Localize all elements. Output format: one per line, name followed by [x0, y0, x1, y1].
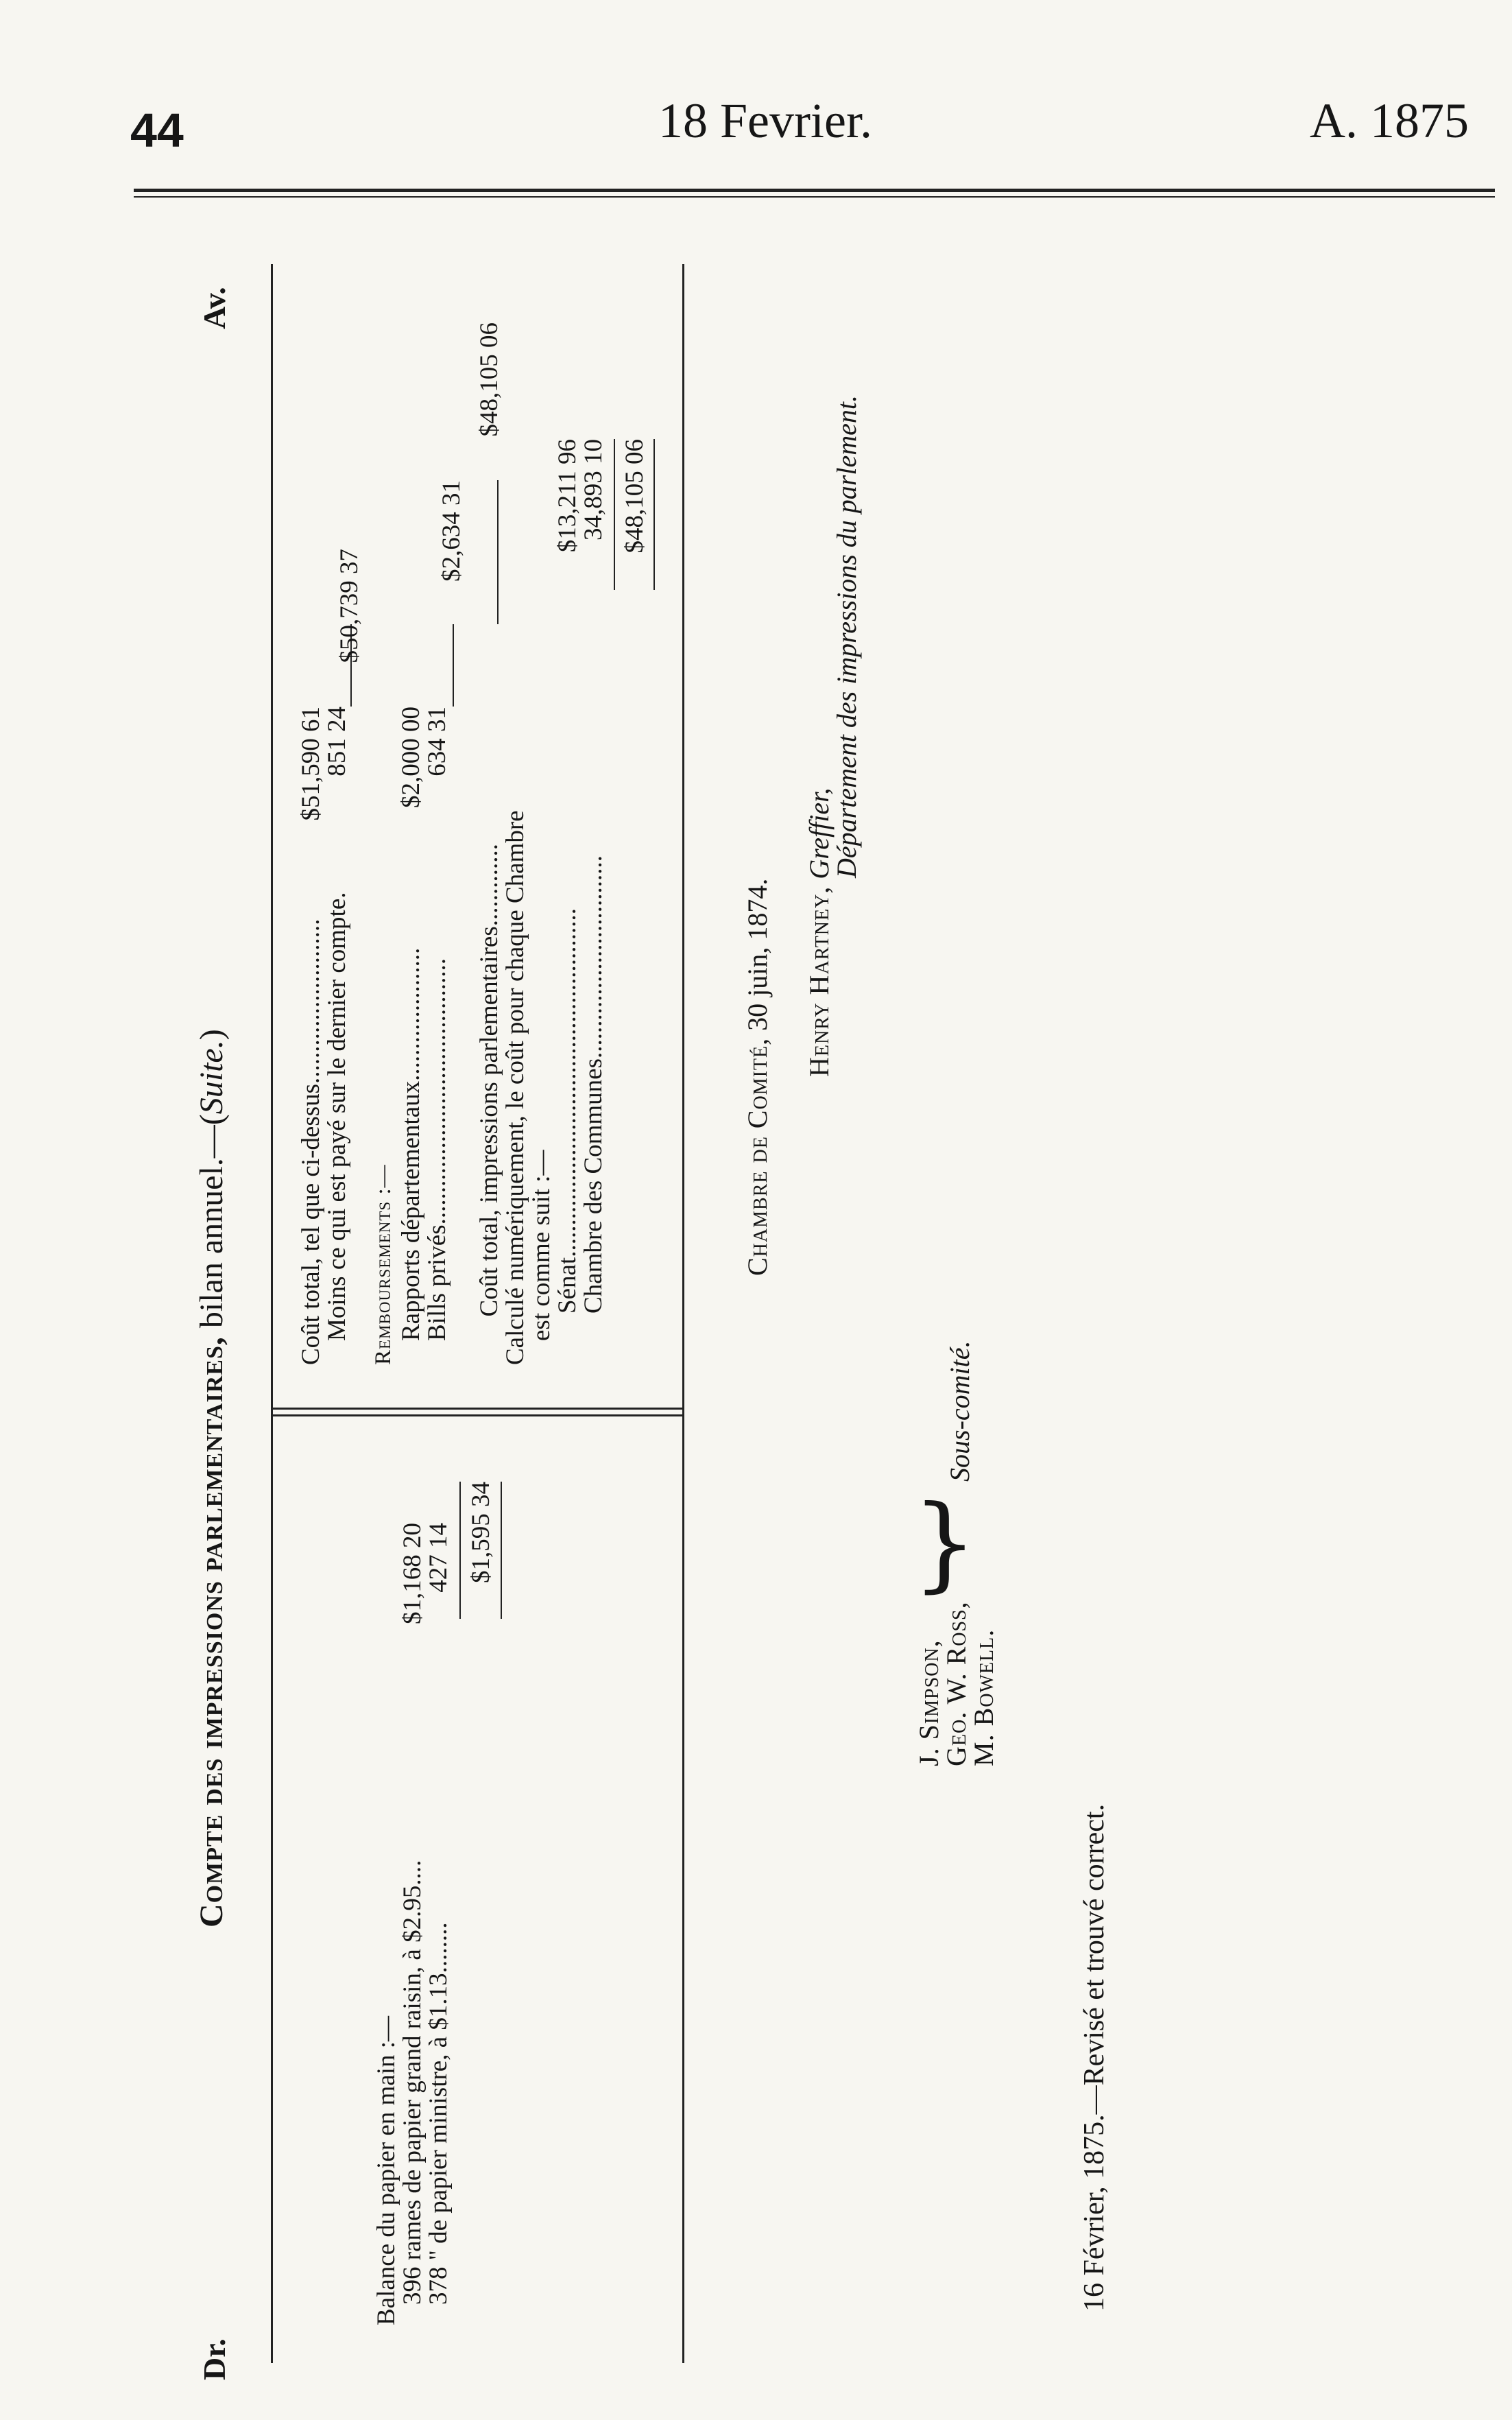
revision-note: [1080, 1804, 1109, 2312]
private-bills-value: 634 31: [423, 707, 451, 776]
title-rest: bilan annuel.—(: [193, 1114, 230, 1337]
title-close: ): [193, 1029, 230, 1041]
left-line2-label: 378 " de papier ministre, à $1.13........: [424, 1922, 453, 2305]
total-printing-label: Coût total, impressions parlementaires.............: [475, 844, 503, 1317]
calc-line1: Calculé numériquement, le coût pour chaque Chambre: [501, 810, 529, 1365]
senate-value: $13,211 96: [553, 439, 581, 553]
member-2: Geo. W. Ross,: [941, 1601, 972, 1766]
title-main: Compte des impressions parlementaires,: [193, 1336, 230, 1927]
dept-reports-value: $2,000 00: [397, 707, 425, 808]
member-1: J. Simpson,: [913, 1639, 944, 1766]
grand-total: $48,105 06: [621, 439, 649, 554]
member-3: M. Bowell.: [968, 1628, 999, 1766]
reimbursements-total: $2,634 31: [437, 480, 466, 582]
reimbursements-heading: Remboursements :—: [371, 1164, 396, 1365]
title-suite: Suite.: [193, 1040, 230, 1115]
committee-date: 30 juin, 1874.: [742, 878, 773, 1038]
committee-brace: }: [912, 1484, 978, 1603]
less-paid-value: 851 24: [323, 707, 351, 776]
cost-total-label: Coût total, tel que ci-dessus..........................: [297, 918, 325, 1365]
left-total: $1,595 34: [467, 1482, 495, 1583]
debit-marker: Dr.: [197, 2338, 232, 2380]
commons-label: Chambre des Communes................................: [579, 855, 608, 1314]
page-year: A. 1875: [1310, 93, 1469, 148]
revision-text: —Revisé et trouvé correct.: [1079, 1803, 1110, 2115]
page-date: 18 Fevrier.: [658, 93, 872, 148]
clerk-department: Département des impressions du parlement.: [831, 395, 862, 878]
private-bills-label: Bills privés..........................................: [423, 958, 451, 1341]
cost-total-value: $51,590 61: [297, 707, 325, 821]
clerk-role: Greffier,: [804, 787, 835, 886]
committee-chamber: Chambre de Comité,: [742, 1037, 773, 1276]
dept-reports-label: Rapports départementaux.....................: [397, 947, 425, 1341]
total-printing-value: $48,105 06: [475, 322, 503, 437]
clerk-name: Henry Hartney,: [804, 886, 835, 1077]
header-rule-thin: [134, 196, 1495, 198]
calc-line2: est comme suit :—: [527, 1150, 555, 1341]
revision-date: 16 Février, 1875.: [1079, 2114, 1110, 2312]
less-paid-label: Moins ce qui est payé sur le dernier compte.: [323, 892, 351, 1341]
subcommittee-label: Sous-comité.: [944, 1340, 975, 1482]
left-line2-value: 427 14: [424, 1523, 453, 1593]
header-rule-thick: [134, 189, 1495, 192]
page-number: 44: [130, 104, 184, 157]
credit-marker: Av.: [197, 287, 232, 329]
senate-label: Sénat.......................................................: [553, 908, 581, 1314]
net-cost-value: $50,739 37: [335, 549, 363, 663]
commons-value: 34,893 10: [579, 439, 608, 541]
left-heading: Balance du papier en main :—: [372, 2015, 400, 2325]
left-line1-label: 396 rames de papier grand raisin, à $2.95....: [398, 1860, 427, 2305]
left-line1-value: $1,168 20: [398, 1523, 427, 1624]
